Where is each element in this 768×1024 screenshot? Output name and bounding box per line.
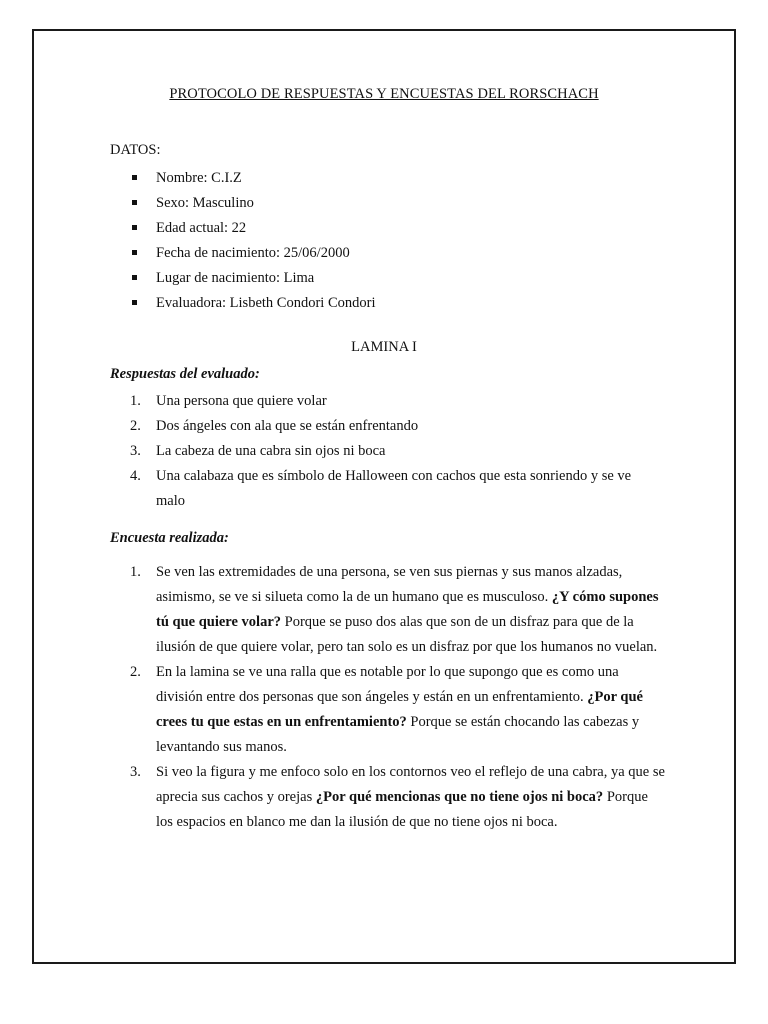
bullet-icon — [132, 200, 137, 205]
datos-item-nombre: Nombre: C.I.Z — [110, 169, 375, 194]
datos-item-evaluadora: Evaluadora: Lisbeth Condori Condori — [110, 294, 375, 319]
list-item: 1. Se ven las extremidades de una persona, se ven sus piernas y sus manos alzadas, asimismo, se ve si silueta como la de un humano que es musculoso. ¿Y cómo supones tú que quiere volar? Porque se puso dos alas que son de un disfraz para que de la ilusión de que quiere volar, pero tan solo es un disfraz por que los humanos no vuelan. — [130, 564, 659, 655]
datos-label: DATOS: — [110, 142, 161, 158]
bullet-icon — [132, 225, 137, 230]
encuesta-heading: Encuesta realizada: — [110, 530, 229, 546]
datos-item-lugar: Lugar de nacimiento: Lima — [110, 269, 375, 294]
list-item: 3. La cabeza de una cabra sin ojos ni boca — [130, 443, 386, 459]
list-item: 1. Una persona que quiere volar — [130, 393, 327, 409]
bullet-icon — [132, 300, 137, 305]
respuestas-heading: Respuestas del evaluado: — [110, 366, 260, 382]
datos-list — [110, 169, 375, 319]
bullet-icon — [132, 275, 137, 280]
datos-item-sexo: Sexo: Masculino — [110, 194, 375, 219]
question-text: ¿Por qué crees tu que estas en un enfrentamiento? — [156, 689, 643, 730]
list-item: 2. En la lamina se ve una ralla que es notable por lo que supongo que es como una división entre dos personas que son ángeles y están en un enfrentamiento. ¿Por qué crees tu que estas en un enfrentamiento? Porque se están chocando las cabezas y levantando sus manos. — [130, 664, 643, 755]
list-item: 4. Una calabaza que es símbolo de Halloween con cachos que esta sonriendo y se ve malo — [130, 468, 632, 509]
bullet-icon — [132, 250, 137, 255]
document-title: PROTOCOLO DE RESPUESTAS Y ENCUESTAS DEL RORSCHACH — [169, 86, 599, 102]
datos-item-fecha: Fecha de nacimiento: 25/06/2000 — [110, 244, 375, 269]
respuestas-list — [110, 389, 655, 514]
question-text: ¿Y cómo supones tú que quiere volar? — [156, 589, 659, 630]
encuesta-list — [110, 560, 665, 835]
datos-item-edad: Edad actual: 22 — [110, 219, 375, 244]
list-item: 3. Si veo la figura y me enfoco solo en los contornos veo el reflejo de una cabra, ya que se aprecia sus cachos y orejas ¿Por qué mencionas que no tiene ojos ni boca? Porque los espacios en blanco me dan la ilusión de que no tiene ojos ni boca. — [130, 764, 665, 830]
bullet-icon — [132, 175, 137, 180]
question-text: ¿Por qué mencionas que no tiene ojos ni boca? — [315, 789, 604, 805]
lamina-heading: LAMINA I — [351, 339, 417, 355]
list-item: 2. Dos ángeles con ala que se están enfrentando — [130, 418, 419, 434]
